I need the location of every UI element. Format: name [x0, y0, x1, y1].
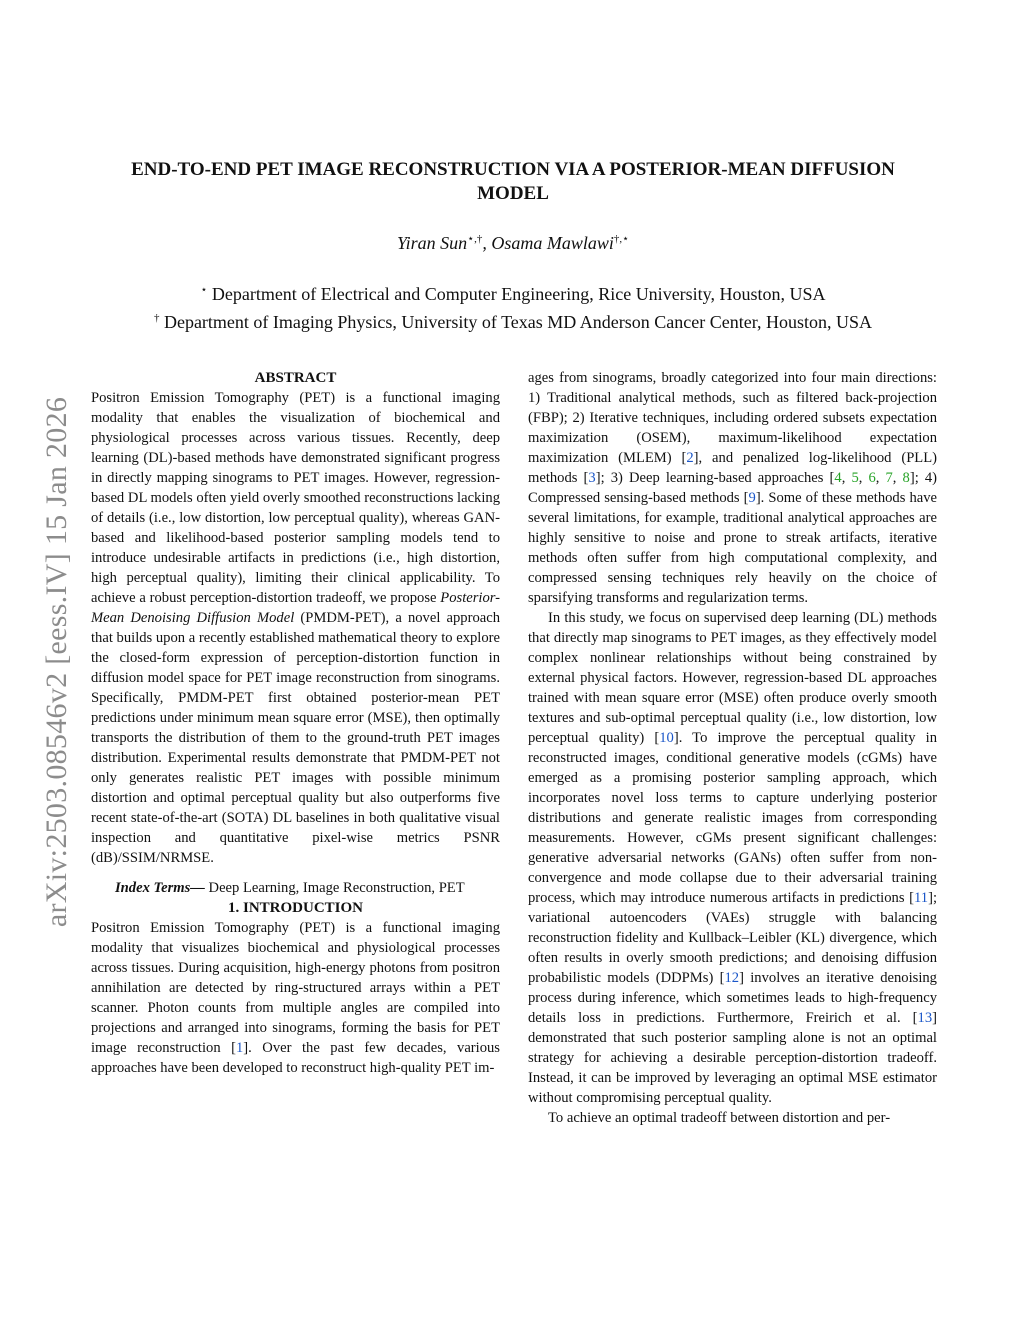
intro-text: ]; variational autoencoders (VAEs) struggle with balancing reconstruction fidelity and Kullback–Leibler (KL) divergence, which often results in overly smooth predictions; and denoising diffusion probabilistic models (DDPMs) [ — [528, 890, 937, 986]
title-line-2: MODEL — [477, 183, 549, 204]
intro-paragraph-1-continued — [528, 368, 937, 608]
intro-paragraph-2 — [528, 608, 937, 1108]
abstract-text: (PMDM-PET), a novel approach that builds upon a recently established mathematical theory to explore the closed-form expression of perception-distortion function in diffusion model space for PET image reconstruction from sinograms. Specifically, PMDM-PET first obtained posterior-mean PET predictions under minimum mean square error (MSE), then optimally transports the distribution of them to the ground-truth PET images distribution. Experimental results demonstrate that PMDM-PET not only generates realistic PET images with possible minimum distortion and optimal perceptual quality but also outperforms five recent state-of-the-art (SOTA) DL baselines in both qualitative visual inspection and quantitative pixel-wise metrics PSNR (dB)/SSIM/NRMSE. — [91, 610, 500, 866]
intro-text: ]. Over the past few decades, various approaches have been developed to reconstruct high-quality PET im- — [91, 1040, 500, 1076]
intro-text: ]; 3) Deep learning-based approaches [ — [595, 470, 835, 486]
affil-text: Department of Imaging Physics, University of Texas MD Anderson Cancer Center, Houston, USA — [159, 312, 873, 332]
citation-link[interactable]: 9 — [748, 490, 756, 506]
index-terms-label: Index Terms— — [115, 880, 205, 896]
author-name: Osama Mawlawi — [491, 233, 614, 253]
intro-text: ] involves an iterative denoising process during inference, which sometimes leads to high-frequency details loss in predictions. Furthermore, Freirich et al. [ — [528, 970, 937, 1026]
author-affil-marks: ⋆,† — [467, 233, 483, 245]
intro-text: Positron Emission Tomography (PET) is a functional imaging modality that visualizes biochemical and physiological processes across tissues. During acquisition, high-energy photons from positron annihilation are detected by ring-structured arrays within a PET scanner. Photon counts from multiple angles are compiled into projections and arranged into sinograms, forming the basis for PET image reconstruction [ — [91, 920, 500, 1056]
intro-text: , — [841, 470, 852, 486]
intro-paragraph-3: To achieve an optimal tradeoff between distortion and per- — [548, 1110, 891, 1126]
intro-text: ] demonstrated that such posterior sampling alone is not an optimal strategy for achieving a desirable perception-distortion tradeoff. Instead, it can be improved by leveraging an optimal MSE estimator without compromising perceptual quality. — [528, 1010, 937, 1106]
affiliation-2 — [100, 306, 926, 334]
intro-text: , — [875, 470, 886, 486]
affil-text: Department of Electrical and Computer Engineering, Rice University, Houston, USA — [207, 284, 826, 304]
intro-text: In this study, we focus on supervised deep learning (DL) methods that directly map sinograms to PET images, as they effectively model complex nonlinear relationships without being constrained by external physical factors. However, regression-based DL approaches trained with mean square error (MSE) often produce overly smooth textures and sub-optimal perceptual quality (i.e., low distortion, low perceptual quality) [ — [528, 610, 937, 746]
citation-link[interactable]: 1 — [236, 1040, 244, 1056]
citation-link[interactable]: 3 — [588, 470, 596, 486]
model-name: Posterior-Mean Denoising Diffusion Model — [91, 590, 500, 626]
citation-link[interactable]: 4 — [834, 470, 842, 486]
left-column — [91, 368, 500, 1078]
abstract-text: Positron Emission Tomography (PET) is a functional imaging modality that enables the visualization of biochemical and physiological processes across various tissues. Recently, deep learning (DL)-based methods have demonstrated significant progress in directly mapping sinograms to PET images. However, regression-based DL models often yield overly smoothed reconstructions lacking of details (i.e., low distortion, low perceptual quality), whereas GAN-based and likelihood-based posterior sampling models tend to introduce undesirable artifacts in predictions (i.e., high distortion, high perceptual quality), limiting their clinical applicability. To achieve a robust perception-distortion tradeoff, we propose — [91, 390, 500, 606]
introduction-heading: 1. INTRODUCTION — [227, 900, 363, 916]
affiliation-1 — [100, 278, 926, 306]
index-terms-text: Deep Learning, Image Reconstruction, PET — [204, 880, 465, 896]
intro-text: , — [858, 470, 869, 486]
intro-text: ages from sinograms, broadly categorized into four main directions: 1) Traditional analytical methods, such as filtered back-projection (FBP); 2) Iterative techniques, including ordered subsets expectation maximization (OSEM), maximum-likelihood expectation maximization (MLEM) [ — [528, 370, 937, 466]
citation-link[interactable]: 5 — [851, 470, 859, 486]
citation-link[interactable]: 10 — [659, 730, 674, 746]
arxiv-identifier[interactable]: arXiv:2503.08546v2 [eess.IV] 15 Jan 2026 — [40, 396, 73, 928]
author-list — [100, 232, 926, 254]
intro-text: ]. Some of these methods have several limitations, for example, traditional analytical approaches are highly sensitive to noise and prone to streak artifacts, iterative methods often suffer from high computational complexity, and compressed sensing techniques rely heavily on the choice of sparsifying transforms and regularization terms. — [528, 490, 938, 606]
citation-link[interactable]: 2 — [686, 450, 694, 466]
abstract-body — [91, 388, 500, 868]
citation-link[interactable]: 8 — [902, 470, 910, 486]
intro-text: ]. To improve the perceptual quality in reconstructed images, conditional generative models (cGMs) have emerged as a promising posterior sampling approach, which incorporates novel loss terms to capture underlying posterior distributions and generate realistic images from corresponding measurements. However, cGMs present significant challenges: generative adversarial networks (GANs) often suffer from non-convergence and mode collapse due to their adversarial training process, which may introduce numerous artifacts in predictions [ — [528, 730, 937, 906]
title-line-1: END-TO-END PET IMAGE RECONSTRUCTION VIA A POSTERIOR-MEAN DIFFUSION — [131, 159, 895, 180]
citation-link[interactable]: 13 — [917, 1010, 933, 1026]
intro-text: , — [892, 470, 903, 486]
affil-mark: ⋆ — [200, 284, 208, 296]
author-separator: , — [482, 233, 492, 253]
citation-link[interactable]: 7 — [885, 470, 893, 486]
paper-title — [100, 158, 926, 206]
right-column — [528, 368, 937, 1128]
intro-text: ]; 4) Compressed sensing-based methods [ — [528, 470, 937, 506]
affil-mark: † — [153, 312, 160, 324]
intro-paragraph-1 — [91, 918, 500, 1078]
index-terms — [91, 878, 500, 898]
author-affil-marks: †,⋆ — [613, 233, 629, 245]
citation-link[interactable]: 11 — [914, 890, 929, 906]
abstract-heading: ABSTRACT — [254, 370, 337, 386]
citation-link[interactable]: 12 — [724, 970, 740, 986]
author-name: Yiran Sun — [397, 233, 468, 253]
citation-link[interactable]: 6 — [868, 470, 876, 486]
affiliations — [100, 278, 926, 334]
intro-text: ], and penalized log-likelihood (PLL) methods [ — [528, 450, 937, 486]
